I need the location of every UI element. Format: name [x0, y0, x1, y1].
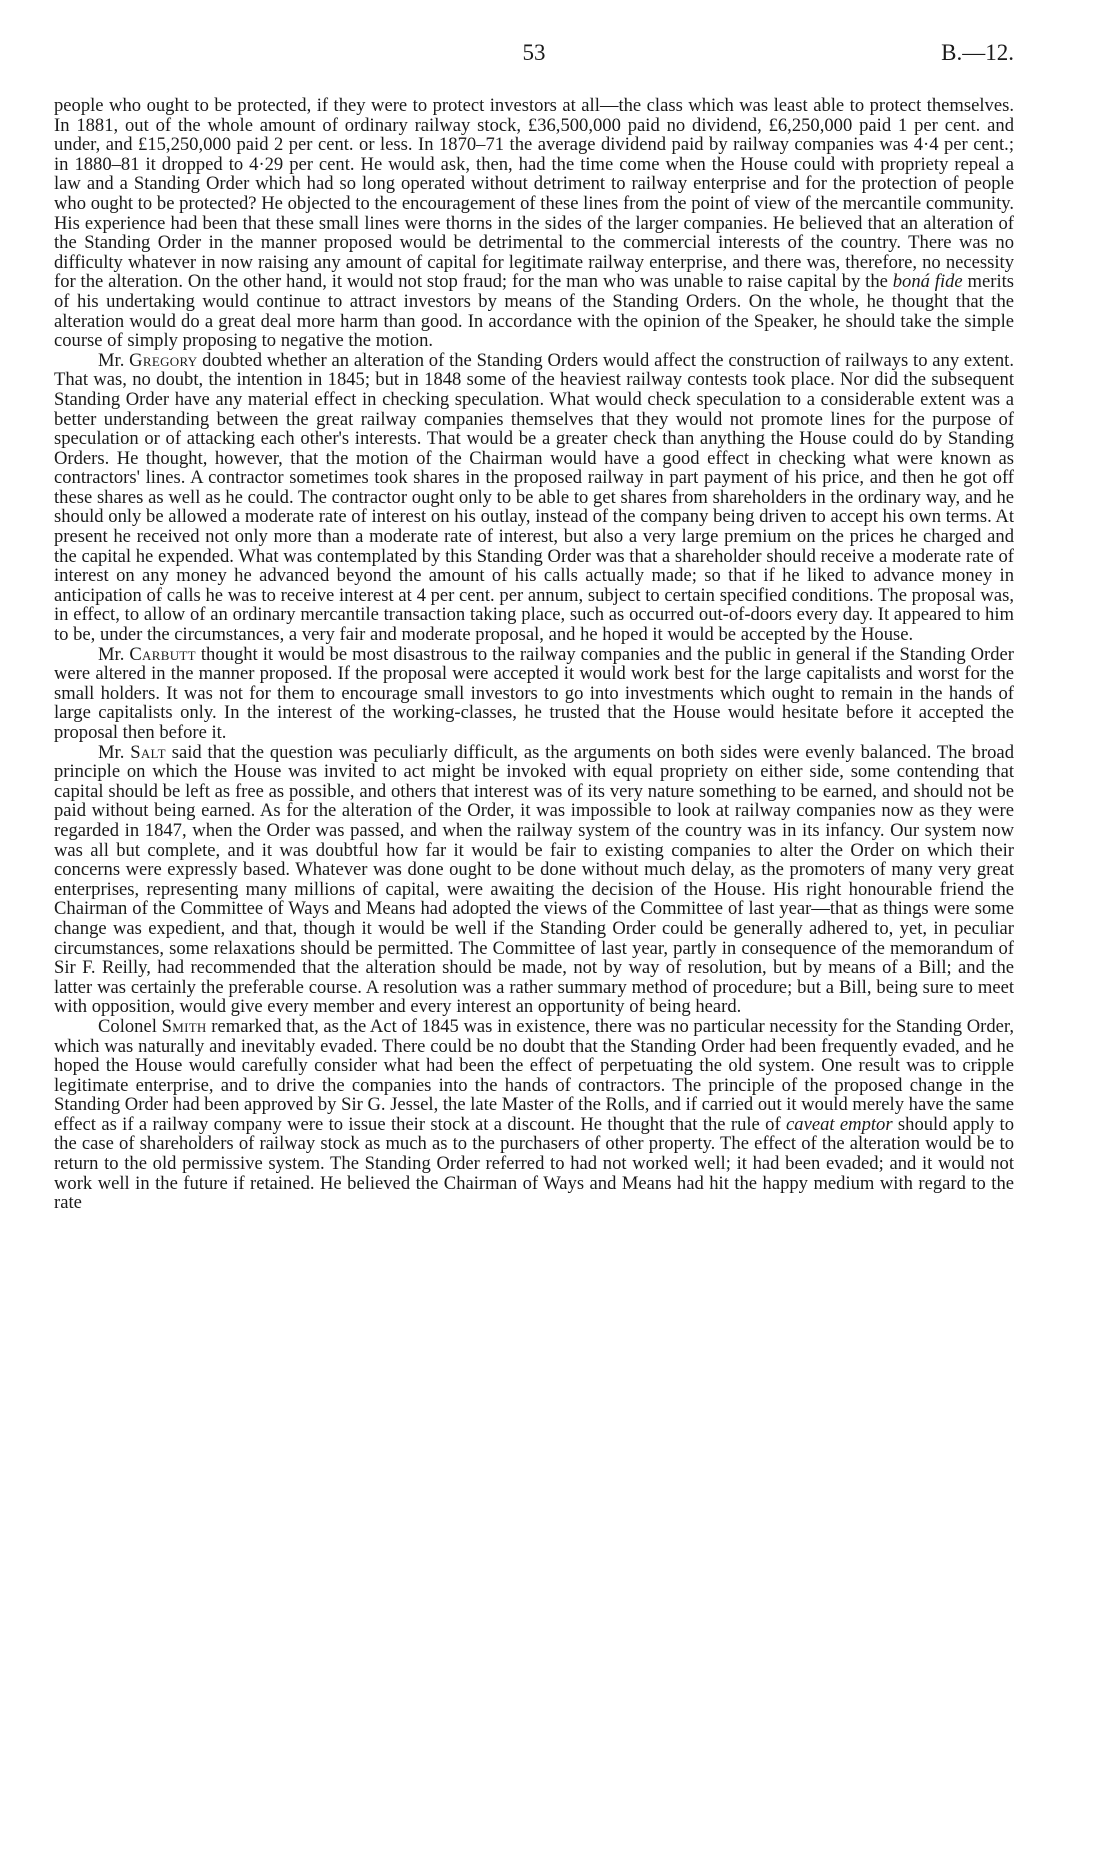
speaker-name: Gregory: [129, 349, 198, 371]
paragraph-continuation: [54, 96, 1014, 351]
paragraph-text: said that the question was peculiarly difficult, as the arguments on both sides were evenly balanced. The broad principle on which the House was invited to act might be invoked with equal propriety on either side, some contending that capital should be left as free as possible, and others that interest was of its very nature something to be earned, and should not be paid without being earned. As for the alteration of the Order, it was impossible to look at railway companies now as they were regarded in 1847, when the Order was passed, and when the railway system of the country was in its infancy. Our system now was all but complete, and it was doubtful how far it would be fair to existing companies to alter the Order on which their concerns were expressly based. Whatever was done ought to be done without much delay, as the promoters of many very great enterprises, representing many millions of capital, were awaiting the decision of the House. His right honourable friend the Chairman of the Committee of Ways and Means had adopted the views of the Committee of last year—that as things were some change was expedient, and that, though it would be well if the Standing Order could be generally adhered to, yet, in peculiar circumstances, some relaxations should be permitted. The Committee of last year, partly in consequence of the memorandum of Sir F. Reilly, had recommended that the alteration should be made, not by way of resolution, but by means of a Bill; and the latter was certainly the preferable course. A resolution was a rather summary method of procedure; but a Bill, being sure to meet with opposition, would give every member and every interest an opportunity of being heard.: [54, 741, 1014, 1018]
speaker-title: Colonel: [98, 1015, 162, 1037]
paragraph-text: thought it would be most disastrous to the railway companies and the public in general if the Standing Order were altered in the manner proposed. If the proposal were accepted it would work best for the large capitalists and worst for the small holders. It was not for them to encourage small investors to go into investments which ought to remain in the hands of large capitalists only. In the interest of the working-classes, he trusted that the House would hesitate before it accepted the proposal then before it.: [54, 643, 1014, 743]
paragraph-text: people who ought to be protected, if they were to protect investors at all—the class which was least able to protect themselves. In 1881, out of the whole amount of ordinary railway stock, £36,500,000 paid no dividend, £6,250,000 paid 1 per cent. and under, and £15,250,000 paid 2 per cent. or less. In 1870–71 the average dividend paid by railway companies was 4·4 per cent.; in 1880–81 it dropped to 4·29 per cent. He would ask, then, had the time come when the House could with propriety repeal a law and a Standing Order which had so long operated without detriment to railway enterprise and for the protection of people who ought to be protected? He objected to the encouragement of these lines from the point of view of the mercantile community. His experience had been that these small lines were thorns in the sides of the larger companies. He believed that an alteration of the Standing Order in the manner proposed would be detrimental to the commercial interests of the country. There was no difficulty whatever in now raising any amount of capital for legitimate railway enterprise, and there was, therefore, no necessity for the alteration. On the other hand, it would not stop fraud; for the man who was unable to raise capital by the: [54, 95, 1014, 293]
speaker-title: Mr.: [98, 643, 130, 665]
speaker-title: Mr.: [98, 741, 131, 763]
speaker-title: Mr.: [98, 349, 130, 371]
paragraph-text: remarked that, as the Act of 1845 was in existence, there was no particular necessity for the Standing Order, which was naturally and inevitably evaded. There could be no doubt that the Standing Order had been frequently evaded, and he hoped the House would carefully consider what had been the effect of perpetuating the old system. One result was to cripple legitimate enterprise, and to drive the companies into the hands of contractors. The principle of the proposed change in the Standing Order had been approved by Sir G. Jessel, the late Master of the Rolls, and if carried out it would merely have the same effect as if a railway company were to issue their stock at a discount. He thought that the rule of: [54, 1015, 1014, 1135]
paragraph-smith: [54, 1017, 1014, 1213]
document-page: [54, 36, 1015, 1214]
italic-phrase: boná fide: [892, 271, 963, 293]
document-reference: B.—12.: [941, 40, 1014, 65]
paragraph-text: should apply to the case of shareholders of railway stock as much as to the purchasers of other property. The effect of the alteration would be to return to the old permissive system. The Standing Order referred to had not worked well; it had been evaded; and it would not work well in the future if retained. He believed the Chairman of Ways and Means had hit the happy medium with regard to the rate: [54, 1113, 1015, 1214]
document-body: [54, 96, 1014, 1213]
paragraph-text: doubted whether an alteration of the Standing Orders would affect the construction of railways to any extent. That was, no doubt, the intention in 1845; but in 1848 some of the heaviest railway contests took place. Nor did the subsequent Standing Order have any material effect in checking speculation. What would check speculation to a considerable extent was a better understanding between the great railway companies themselves that they would not promote lines for the purpose of speculation or of attacking each other's interests. That would be a greater check than anything the House could do by Standing Orders. He thought, however, that the motion of the Chairman would have a good effect in checking what were known as contractors' lines. A contractor sometimes took shares in the proposed railway in part payment of his price, and then he got off these shares as well as he could. The contractor ought only to be able to get shares from shareholders in the ordinary way, and he should only be allowed a moderate rate of interest on his outlay, instead of the company being driven to accept his own terms. At present he received not only more than a moderate rate of interest, but also a very large premium on the prices he charged and the capital he expended. What was contemplated by this Standing Order was that a shareholder should receive a moderate rate of interest on any money he advanced beyond the amount of his calls actually made; so that if he liked to advance money in anticipation of calls he was to receive interest at 4 per cent. per annum, subject to certain specified conditions. The proposal was, in effect, to allow of an ordinary mercantile transaction taking place, such as occurred out-of-doors every day. It appeared to him to be, under the circumstances, a very fair and moderate proposal, and he hoped it would be accepted by the House.: [54, 349, 1014, 646]
italic-phrase: caveat emptor: [786, 1113, 893, 1135]
paragraph-text: merits of his undertaking would continue to attract investors by means of the Standing Orders. On the whole, he thought that the alteration would do a great deal more harm than good. In accordance with the opinion of the Speaker, he should take the simple course of simply proposing to negative the motion.: [54, 271, 1015, 352]
paragraph-gregory: [54, 351, 1014, 645]
speaker-name: Carbutt: [129, 643, 196, 665]
paragraph-salt: [54, 743, 1014, 1017]
page-header: [54, 36, 1014, 72]
page-number: 53: [522, 40, 546, 65]
speaker-name: Smith: [161, 1015, 207, 1037]
speaker-name: Salt: [130, 741, 166, 763]
paragraph-carbutt: [54, 645, 1014, 743]
